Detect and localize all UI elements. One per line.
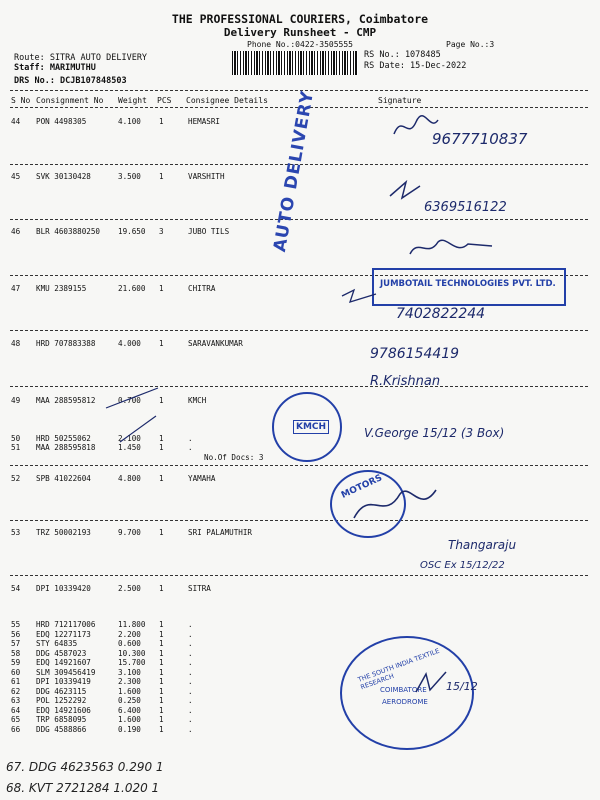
row-name: .: [188, 620, 193, 629]
row-cons: TRP 6858095: [36, 715, 87, 724]
row-pcs: 1: [159, 339, 164, 348]
row-wt: 4.000: [118, 339, 141, 348]
row-sno: 57: [11, 639, 21, 648]
row-cons: HRD 707883388: [36, 339, 96, 348]
handwritten-phone-44: 9677710837: [432, 130, 528, 148]
row-sno: 61: [11, 677, 21, 686]
handwritten-name-53: Thangaraju: [448, 538, 517, 552]
row-cons: EDQ 12271173: [36, 630, 91, 639]
row-wt: 9.700: [118, 528, 141, 537]
row-pcs: 1: [159, 630, 164, 639]
row-cons: DDG 4588866: [36, 725, 87, 734]
row-name: .: [188, 658, 193, 667]
row-pcs: 1: [159, 443, 164, 452]
row-cons: EDQ 14921607: [36, 658, 91, 667]
company-title: THE PROFESSIONAL COURIERS, Coimbatore: [171, 12, 429, 26]
row-cons: STY 64835: [36, 639, 78, 648]
row-divider: [10, 520, 588, 521]
row-name: SARAVANKUMAR: [188, 339, 243, 348]
row-sno: 47: [11, 284, 21, 293]
row-cons: DPI 10339420: [36, 584, 91, 593]
row-cons: SPB 41022604: [36, 474, 91, 483]
row-wt: 10.300: [118, 649, 146, 658]
handwritten-note-53: OSC Ex 15/12/22: [420, 560, 505, 571]
row-pcs: 1: [159, 117, 164, 126]
row-cons: HRD 50255062: [36, 434, 91, 443]
row-wt: 11.800: [118, 620, 146, 629]
page-number: Page No.:3: [446, 40, 495, 49]
motors-stamp-text: MOTORS: [339, 473, 384, 501]
row-pcs: 1: [159, 396, 164, 405]
sitra-stamp: [340, 636, 474, 750]
col-signature: Signature: [378, 96, 422, 105]
route: Route: SITRA AUTO DELIVERY: [14, 53, 148, 63]
row-cons: KMU 2389155: [36, 284, 87, 293]
row-cons: DPI 10339419: [36, 677, 91, 686]
row-pcs: 1: [159, 677, 164, 686]
row-wt: 2.200: [118, 630, 141, 639]
staff: Staff: MARIMUTHU: [14, 63, 96, 73]
row-divider: [10, 386, 588, 387]
row-sno: 48: [11, 339, 21, 348]
row-name: .: [188, 687, 193, 696]
row-name: .: [188, 639, 193, 648]
row-cons: MAA 288595812: [36, 396, 96, 405]
row-pcs: 1: [159, 706, 164, 715]
signature-scribble-54: [412, 668, 452, 698]
row-name: VARSHITH: [188, 172, 225, 181]
row-wt: 0.600: [118, 639, 141, 648]
sitra-stamp-bot: AERODROME: [382, 698, 428, 706]
row-pcs: 1: [159, 639, 164, 648]
handwritten-row-67: 67. DDG 4623563 0.290 1: [6, 760, 164, 774]
row-wt: 19.650: [118, 227, 146, 236]
jumbotail-stamp-text: JUMBOTAIL TECHNOLOGIES PVT. LTD.: [380, 279, 556, 289]
row-divider: [10, 465, 588, 466]
row-name: .: [188, 668, 193, 677]
row-name: .: [188, 696, 193, 705]
col-pcs: PCS: [157, 96, 172, 105]
row-sno: 66: [11, 725, 21, 734]
row-pcs: 1: [159, 474, 164, 483]
sitra-stamp-top: THE SOUTH INDIA TEXTILE RESEARCH: [356, 646, 441, 692]
row-pcs: 1: [159, 649, 164, 658]
row-wt: 3.500: [118, 172, 141, 181]
handwritten-phone-48: 9786154419: [370, 346, 460, 362]
signature-scribble-47: [340, 286, 380, 306]
row-wt: 3.100: [118, 668, 141, 677]
row-name: .: [188, 630, 193, 639]
row-name: SRI PALAMUTHIR: [188, 528, 253, 537]
row-wt: 6.400: [118, 706, 141, 715]
row-pcs: 1: [159, 434, 164, 443]
row-name: KMCH: [188, 396, 207, 405]
barcode: [232, 51, 358, 75]
row-sno: 62: [11, 687, 21, 696]
row-name: .: [188, 443, 193, 452]
row-sno: 54: [11, 584, 21, 593]
row-divider: [10, 330, 588, 331]
row-cons: DDG 4587023: [36, 649, 87, 658]
row-pcs: 1: [159, 284, 164, 293]
row-sno: 59: [11, 658, 21, 667]
row-sno: 63: [11, 696, 21, 705]
row-sno: 64: [11, 706, 21, 715]
row-name: .: [188, 715, 193, 724]
handwritten-phone-47: 7402822244: [396, 306, 486, 322]
row-sno: 49: [11, 396, 21, 405]
rs-date: RS Date: 15-Dec-2022: [364, 61, 467, 71]
row-pcs: 1: [159, 528, 164, 537]
row-pcs: 1: [159, 687, 164, 696]
row-cons: HRD 712117006: [36, 620, 96, 629]
tick-mark: [100, 386, 160, 446]
row-wt: 2.500: [118, 584, 141, 593]
row-name: .: [188, 706, 193, 715]
phone-number: Phone No.:0422-3505555: [247, 40, 353, 49]
row-wt: 0.700: [118, 396, 141, 405]
row-sno: 65: [11, 715, 21, 724]
row-wt: 4.800: [118, 474, 141, 483]
no-of-docs: No.Of Docs: 3: [204, 453, 264, 462]
row-name: HEMASRI: [188, 117, 221, 126]
row-name: .: [188, 434, 193, 443]
row-cons: BLR 4603880250: [36, 227, 101, 236]
row-wt: 2.300: [118, 677, 141, 686]
rs-number: RS No.: 1078485: [364, 50, 441, 60]
row-cons: SVK 30130428: [36, 172, 91, 181]
row-cons: POL 1252292: [36, 696, 87, 705]
row-name: JUBO TILS: [188, 227, 230, 236]
row-pcs: 1: [159, 172, 164, 181]
row-sno: 56: [11, 630, 21, 639]
row-wt: 21.600: [118, 284, 146, 293]
row-sno: 60: [11, 668, 21, 677]
col-consignment: Consignment No: [36, 96, 104, 105]
row-pcs: 1: [159, 658, 164, 667]
signature-scribble-52: [350, 484, 440, 524]
kmch-stamp-text: KMCH: [293, 420, 329, 434]
row-pcs: 1: [159, 696, 164, 705]
row-sno: 52: [11, 474, 21, 483]
row-cons: PON 4498305: [36, 117, 87, 126]
row-pcs: 1: [159, 584, 164, 593]
row-wt: 15.700: [118, 658, 146, 667]
row-name: CHITRA: [188, 284, 216, 293]
kmch-stamp: [272, 392, 342, 462]
row-wt: 4.100: [118, 117, 141, 126]
row-sno: 55: [11, 620, 21, 629]
row-pcs: 1: [159, 715, 164, 724]
sitra-stamp-mid: COIMBATORE: [380, 686, 427, 694]
row-sno: 45: [11, 172, 21, 181]
row-wt: 0.250: [118, 696, 141, 705]
row-sno: 58: [11, 649, 21, 658]
row-cons: DDG 4623115: [36, 687, 87, 696]
handwritten-phone-45: 6369516122: [424, 200, 507, 215]
row-pcs: 3: [159, 227, 164, 236]
row-wt: 1.450: [118, 443, 141, 452]
drs-number: DRS No.: DCJB107848503: [14, 76, 127, 86]
row-wt: 0.190: [118, 725, 141, 734]
signature-scribble-45: [388, 178, 428, 204]
row-name: YAMAHA: [188, 474, 216, 483]
row-wt: 2.100: [118, 434, 141, 443]
handwritten-date-54: 15/12: [446, 680, 478, 693]
row-cons: SLM 309456419: [36, 668, 96, 677]
row-sno: 51: [11, 443, 21, 452]
row-cons: EDQ 14921606: [36, 706, 91, 715]
row-pcs: 1: [159, 620, 164, 629]
row-pcs: 1: [159, 725, 164, 734]
row-divider: [10, 219, 588, 220]
col-weight: Weight: [118, 96, 147, 105]
row-pcs: 1: [159, 668, 164, 677]
row-sno: 50: [11, 434, 21, 443]
row-cons: TRZ 50002193: [36, 528, 91, 537]
row-name: .: [188, 649, 193, 658]
row-name: .: [188, 677, 193, 686]
row-sno: 53: [11, 528, 21, 537]
auto-delivery-stamp: AUTO DELIVERY: [270, 88, 319, 254]
signature-scribble-46: [408, 232, 498, 262]
row-wt: 1.600: [118, 715, 141, 724]
jumbotail-stamp: [372, 268, 566, 306]
handwritten-note-50: V.George 15/12 (3 Box): [364, 426, 505, 440]
row-sno: 44: [11, 117, 21, 126]
col-consignee: Consignee Details: [186, 96, 268, 105]
row-wt: 1.600: [118, 687, 141, 696]
row-name: .: [188, 725, 193, 734]
row-sno: 46: [11, 227, 21, 236]
row-name: SITRA: [188, 584, 211, 593]
handwritten-name-48: R.Krishnan: [370, 374, 441, 389]
runsheet-title: Delivery Runsheet - CMP: [223, 26, 377, 39]
signature-scribble-44: [390, 112, 460, 142]
col-sno: S No: [11, 96, 31, 105]
row-divider: [10, 575, 588, 576]
row-cons: MAA 288595818: [36, 443, 96, 452]
handwritten-row-68: 68. KVT 2721284 1.020 1: [6, 781, 160, 795]
